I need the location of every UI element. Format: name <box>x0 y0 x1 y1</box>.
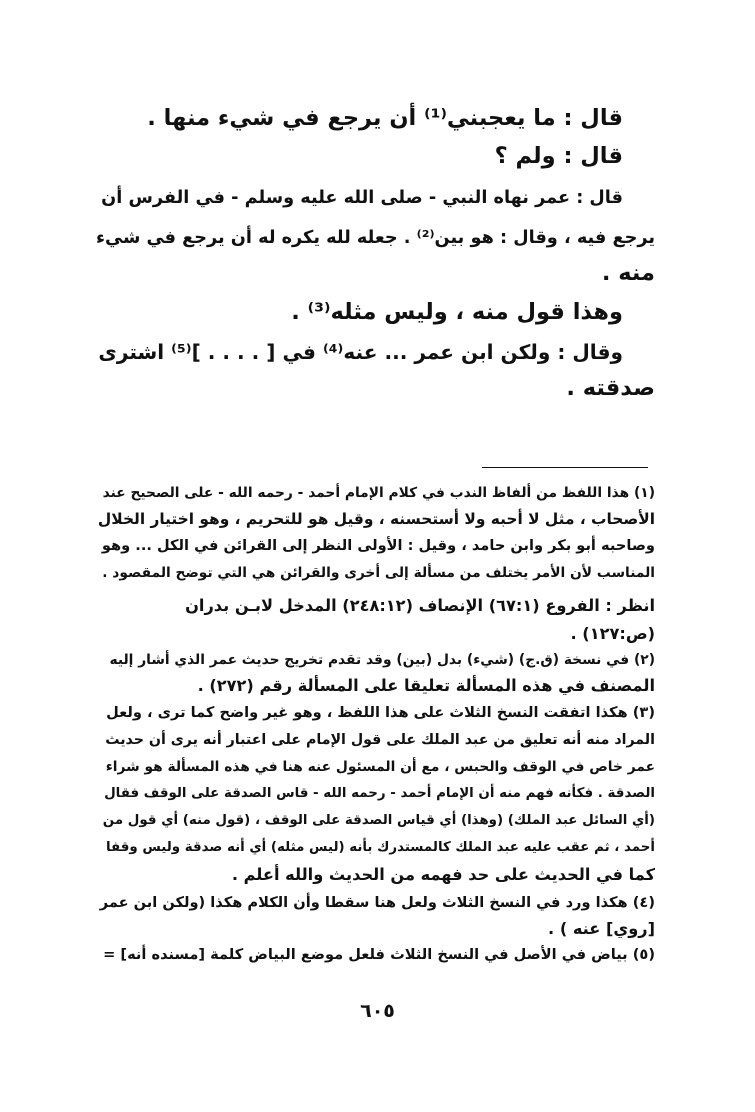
main-line: وقال : ولكن ابن عمر ... عنه⁽⁴⁾ في [ . . . . ]⁽⁵⁾ اشترى <box>98 340 623 364</box>
footnote-line: (٢) في نسخة (ق.ج) (شيء) بدل (بين) وقد تقدم تخريج حديث عمر الذي أشار إليه <box>109 652 655 668</box>
footnote-line: (ص:١٢٧) . <box>570 624 655 643</box>
main-line: قال : ما يعجبني⁽¹⁾ أن يرجع في شيء منها . <box>147 105 623 131</box>
main-line: قال : ولم ؟ <box>494 143 623 169</box>
footnote-line: (أي السائل عبد الملك) (وهذا) أي قياس الصدقة على الوقف ، (قول منه) أي قول من <box>102 813 655 828</box>
footnote-line: المصنف في هذه المسألة تعليقا على المسألة رقم (٢٧٢) . <box>197 676 655 695</box>
footnote-line: كما في الحديث على حد فهمه من الحديث والله أعلم . <box>231 865 655 884</box>
footnote-line: المراد منه أنه تعليق من عبد الملك على قول الإمام على اعتبار أنه يرى أن حديث <box>105 732 655 748</box>
main-line: يرجع فيه ، وقال : هو بين⁽²⁾ . جعله لله يكره له أن يرجع في شيء <box>96 228 655 248</box>
footnote-line: الأصحاب ، مثل لا أحبه ولا أستحسنه ، وقيل هو للتحريم ، وهو اختيار الخلال <box>97 510 655 528</box>
footnote-line: أحمد ، ثم عقب عليه عبد الملك كالمستدرك بأنه (ليس مثله) أي أنه صدقة وليس وقفا <box>105 840 655 855</box>
footnote-line: الصدقة . فكأنه فهم منه أن الإمام أحمد - رحمه الله - قاس الصدقة على الوقف فقال <box>104 786 655 801</box>
footnote-line: (١) هذا اللفظ من ألفاظ الندب في كلام الإمام أحمد - رحمه الله - على الصحيح عند <box>102 485 655 501</box>
page-number: ٦٠٥ <box>360 1000 395 1022</box>
footnote-line: (٤) هكذا ورد في النسخ الثلاث ولعل هنا سقطا وأن الكلام هكذا (ولكن ابن عمر <box>99 894 655 911</box>
main-line: صدقته . <box>566 375 655 401</box>
main-line: قال : عمر نهاه النبي - صلى الله عليه وسلم - في الفرس أن <box>101 188 623 208</box>
footnote-divider <box>482 467 648 468</box>
footnote-line: المناسب لأن الأمر يختلف من مسألة إلى أخرى والقرائن هي التي توضح المقصود . <box>102 565 655 581</box>
main-line: وهذا قول منه ، وليس مثله⁽³⁾ . <box>291 299 623 325</box>
footnote-line: عمر خاص في الوقف والحبس ، مع أن المسئول عنه هنا في هذه المسألة هو شراء <box>105 759 655 775</box>
footnote-line: [روي] عنه ) . <box>548 919 655 938</box>
footnote-line: وصاحبه أبو بكر وابن حامد ، وقيل : الأولى النظر إلى القرائن في الكل ... وهو <box>101 537 655 554</box>
footnote-line: (٣) هكذا اتفقت النسخ الثلاث على هذا اللفظ ، وهو غير واضح كما ترى ، ولعل <box>106 704 655 721</box>
footnote-line: (٥) بياض في الأصل في النسخ الثلاث فلعل موضع البياض كلمة [مسنده أنه] = <box>103 946 655 963</box>
main-line: منه . <box>601 260 655 286</box>
footnote-line: انظر : الفروع (٦٧:١) الإنصاف (٢٤٨:١٢) المدخل لابـن بدران <box>185 596 655 615</box>
